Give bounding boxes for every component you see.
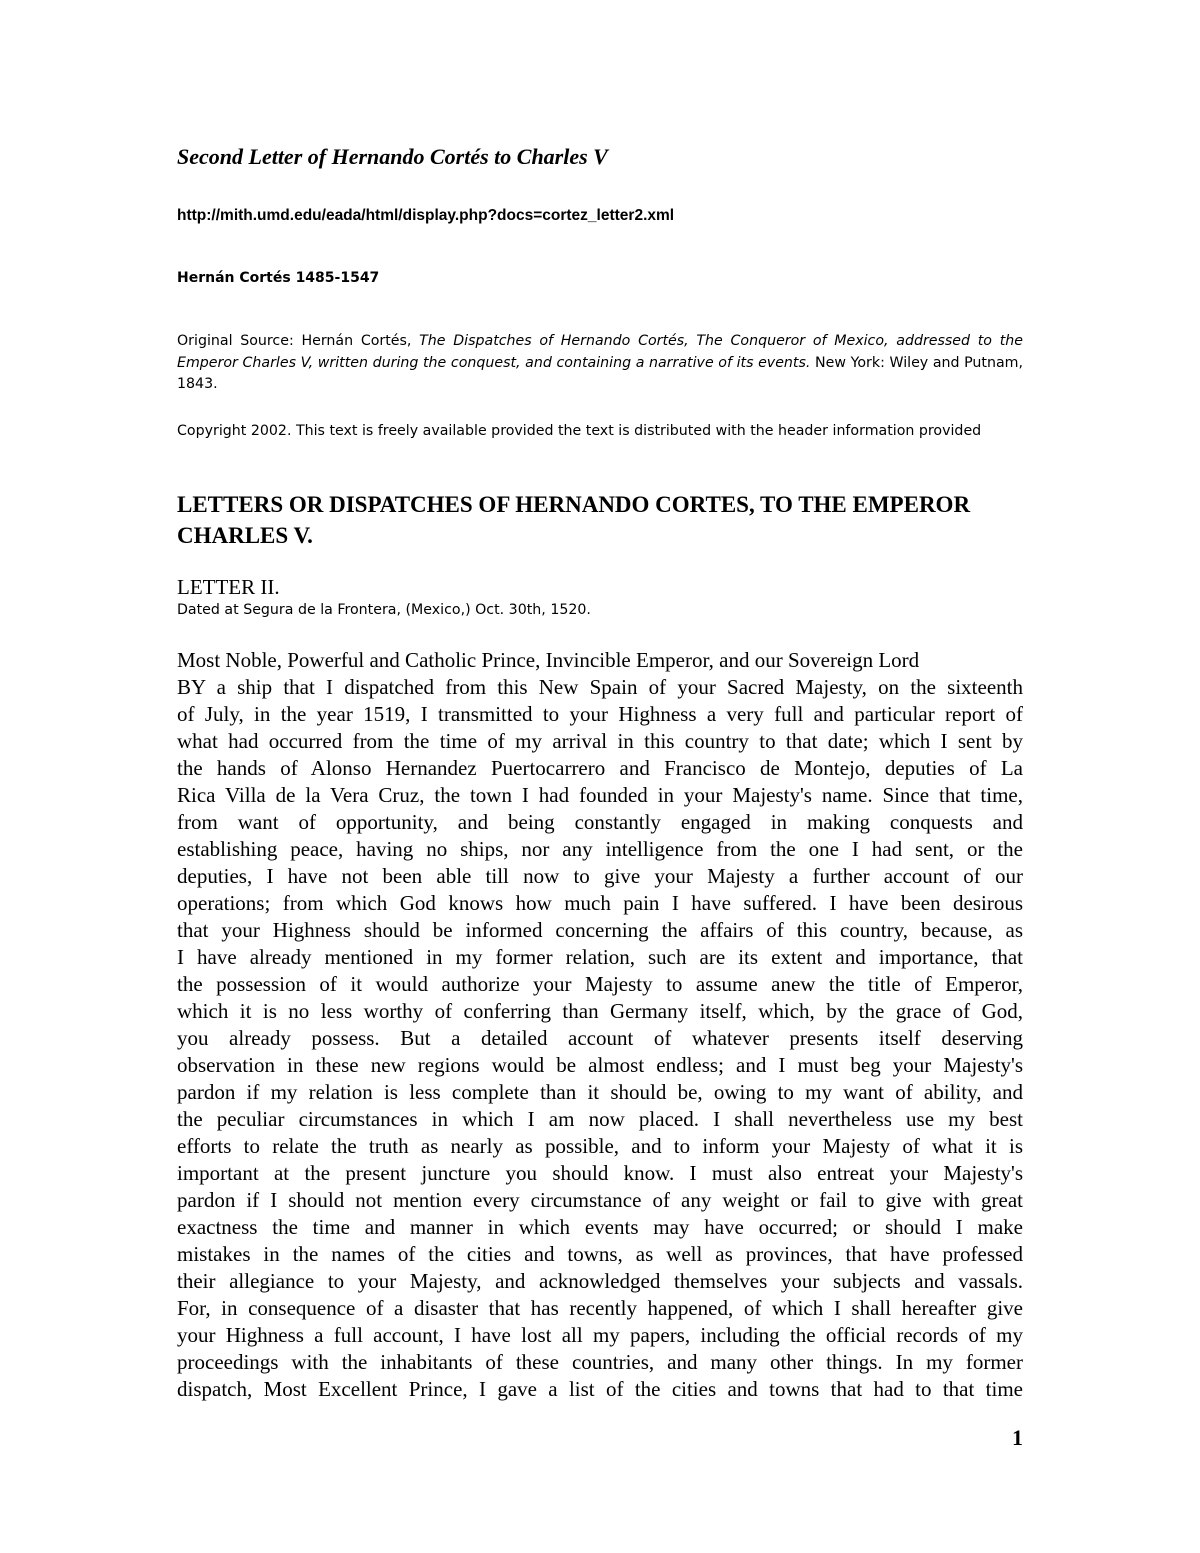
letter-number: LETTER II. xyxy=(177,575,280,599)
body-line: the hands of Alonso Hernandez Puertocarrero and Francisco de Montejo, deputies of La xyxy=(177,756,1023,780)
body-line: dispatch, Most Excellent Prince, I gave a list of the cities and towns that had to that time xyxy=(177,1377,1023,1401)
body-line: important at the present juncture you should know. I must also entreat your Majesty's xyxy=(177,1161,1023,1185)
body-line: Rica Villa de la Vera Cruz, the town I had founded in your Majesty's name. Since that time, xyxy=(177,783,1023,807)
dateline: Dated at Segura de la Frontera, (Mexico,) Oct. 30th, 1520. xyxy=(177,602,591,618)
body-line: pardon if I should not mention every circumstance of any weight or fail to give with great xyxy=(177,1188,1023,1212)
author-line: Hernán Cortés 1485-1547 xyxy=(177,270,380,286)
body-line: you already possess. But a detailed account of whatever presents itself deserving xyxy=(177,1026,1023,1050)
body-line: that your Highness should be informed concerning the affairs of this country, because, as xyxy=(177,918,1023,942)
main-heading: LETTERS OR DISPATCHES OF HERNANDO CORTES, TO THE EMPEROR CHARLES V. xyxy=(177,492,971,548)
body-line: pardon if my relation is less complete than it should be, owing to my want of ability, and xyxy=(177,1080,1023,1104)
body-line: efforts to relate the truth as nearly as possible, and to inform your Majesty of what it is xyxy=(177,1134,1023,1158)
body-line: exactness the time and manner in which events may have occurred; or should I make xyxy=(177,1215,1023,1239)
body-line: mistakes in the names of the cities and towns, as well as provinces, that have professed xyxy=(177,1242,1023,1266)
body-line: the possession of it would authorize your Majesty to assume anew the title of Emperor, xyxy=(177,972,1023,996)
body-line: BY a ship that I dispatched from this New Spain of your Sacred Majesty, on the sixteenth xyxy=(177,675,1023,699)
source-url: http://mith.umd.edu/eada/html/display.php?docs=cortez_letter2.xml xyxy=(177,207,675,224)
body-line: of July, in the year 1519, I transmitted to your Highness a very full and particular report of xyxy=(177,702,1023,726)
body-line: I have already mentioned in my former relation, such are its extent and importance, that xyxy=(177,945,1023,969)
original-source-prefix: Original Source: Hernán Cortés, xyxy=(177,333,420,349)
body-line: their allegiance to your Majesty, and acknowledged themselves your subjects and vassals. xyxy=(177,1269,1023,1293)
original-source xyxy=(177,331,1023,396)
page-number: 1 xyxy=(1012,1425,1023,1450)
copyright-notice: Copyright 2002. This text is freely available provided the text is distributed with the header information provided xyxy=(177,423,982,439)
body-line: establishing peace, having no ships, nor any intelligence from the one I had sent, or the xyxy=(177,837,1023,861)
body-line: deputies, I have not been able till now to give your Majesty a further account of our xyxy=(177,864,1023,888)
body-line: your Highness a full account, I have lost all my papers, including the official records of my xyxy=(177,1323,1023,1347)
document-title: Second Letter of Hernando Cortés to Charles V xyxy=(177,144,608,169)
body-line: which it is no less worthy of conferring than Germany itself, which, by the grace of God, xyxy=(177,999,1023,1023)
body-line: the peculiar circumstances in which I am now placed. I shall nevertheless use my best xyxy=(177,1107,1023,1131)
original-source-publisher: New York: Wiley and Putnam, 1843. xyxy=(177,354,1023,392)
body-line: Most Noble, Powerful and Catholic Prince, Invincible Emperor, and our Sovereign Lord xyxy=(177,648,920,672)
body-line: operations; from which God knows how much pain I have suffered. I have been desirous xyxy=(177,891,1023,915)
original-source-title: The Dispatches of Hernando Cortés, The Conqueror of Mexico, addressed to the Emperor Charles V, written during the conquest, and containing a narrative of its events. xyxy=(177,333,1023,371)
body-line: what had occurred from the time of my arrival in this country to that date; which I sent by xyxy=(177,729,1023,753)
document-page xyxy=(177,0,1023,1553)
body-line: observation in these new regions would be almost endless; and I must beg your Majesty's xyxy=(177,1053,1023,1077)
letter-body xyxy=(177,647,1023,1403)
body-line: For, in consequence of a disaster that has recently happened, of which I shall hereafter give xyxy=(177,1296,1023,1320)
body-line: from want of opportunity, and being constantly engaged in making conquests and xyxy=(177,810,1023,834)
body-line: proceedings with the inhabitants of these countries, and many other things. In my former xyxy=(177,1350,1023,1374)
